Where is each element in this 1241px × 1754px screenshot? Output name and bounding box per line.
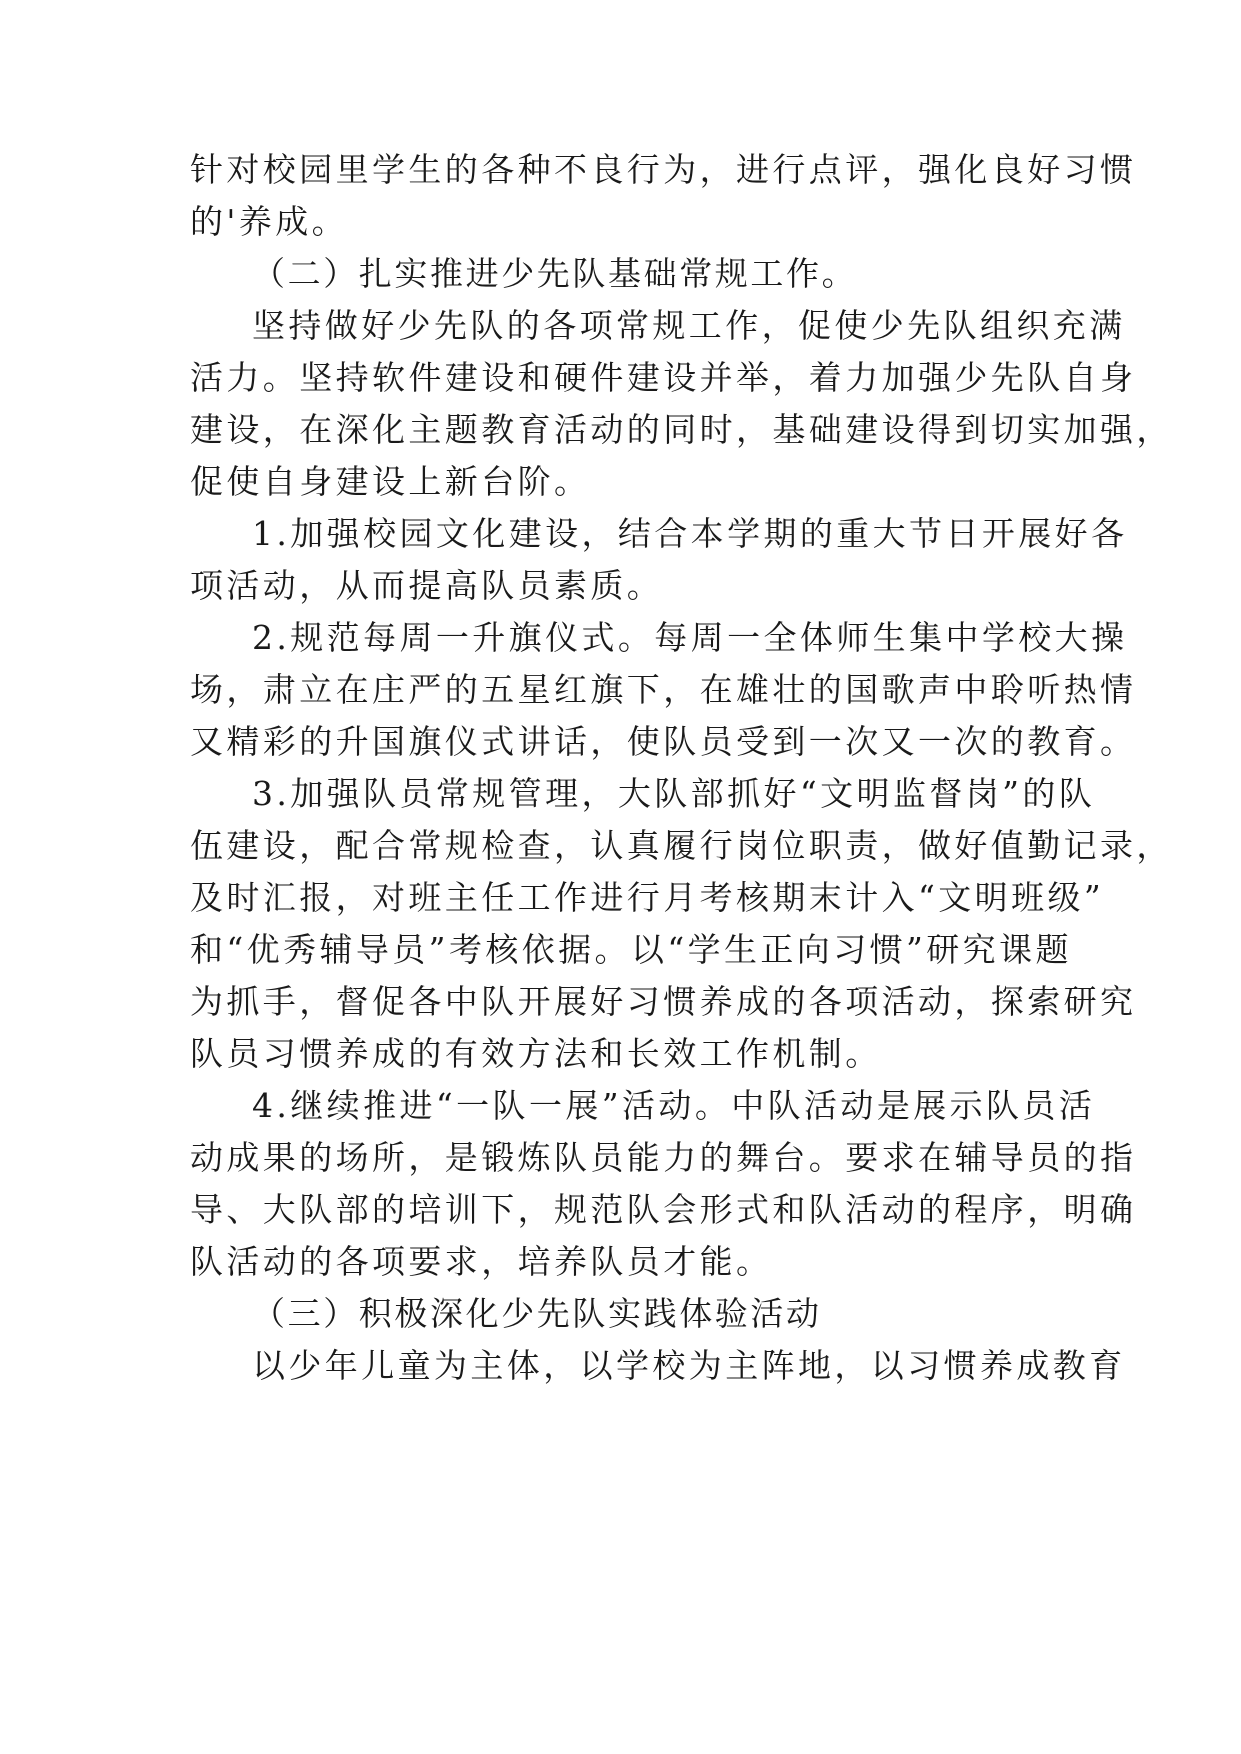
paragraph-line: 的'养成。 [190,202,349,241]
paragraph-line: 2.规范每周一升旗仪式。每周一全体师生集中学校大操 [252,618,1128,657]
paragraph-line: 促使自身建设上新台阶。 [190,462,591,501]
paragraph-line: 动成果的场所，是锻炼队员能力的舞台。要求在辅导员的指 [190,1138,1137,1177]
paragraph-line: 场，肃立在庄严的五星红旗下，在雄壮的国歌声中聆听热情 [190,670,1137,709]
paragraph-line: 及时汇报，对班主任工作进行月考核期末计入“文明班级” [190,878,1105,917]
paragraph-line: 以少年儿童为主体，以学校为主阵地，以习惯养成教育 [252,1346,1126,1385]
paragraph-line: 针对校园里学生的各种不良行为，进行点评，强化良好习惯 [190,150,1137,189]
section-heading: （三）积极深化少先队实践体验活动 [252,1294,822,1333]
paragraph-line: 3.加强队员常规管理，大队部抓好“文明监督岗”的队 [252,774,1096,813]
paragraph-line: 为抓手，督促各中队开展好习惯养成的各项活动，探索研究 [190,982,1137,1021]
paragraph-line: 坚持做好少先队的各项常规工作，促使少先队组织充满 [252,306,1126,345]
paragraph-line: 建设，在深化主题教育活动的同时，基础建设得到切实加强， [190,410,1173,449]
paragraph-line: 队员习惯养成的有效方法和长效工作机制。 [190,1034,882,1073]
paragraph-line: 队活动的各项要求，培养队员才能。 [190,1242,773,1281]
paragraph-line: 又精彩的升国旗仪式讲话，使队员受到一次又一次的教育。 [190,722,1137,761]
paragraph-line: 项活动，从而提高队员素质。 [190,566,664,605]
paragraph-line: 活力。坚持软件建设和硬件建设并举，着力加强少先队自身 [190,358,1137,397]
paragraph-line: 4.继续推进“一队一展”活动。中队活动是展示队员活 [252,1086,1096,1125]
paragraph-line: 伍建设，配合常规检查，认真履行岗位职责，做好值勤记录， [190,826,1173,865]
section-heading: （二）扎实推进少先队基础常规工作。 [252,254,858,293]
paragraph-line: 导、大队部的培训下，规范队会形式和队活动的程序，明确 [190,1190,1137,1229]
paragraph-line: 和“优秀辅导员”考核依据。以“学生正向习惯”研究课题 [190,930,1072,969]
paragraph-line: 1.加强校园文化建设，结合本学期的重大节日开展好各 [252,514,1128,553]
